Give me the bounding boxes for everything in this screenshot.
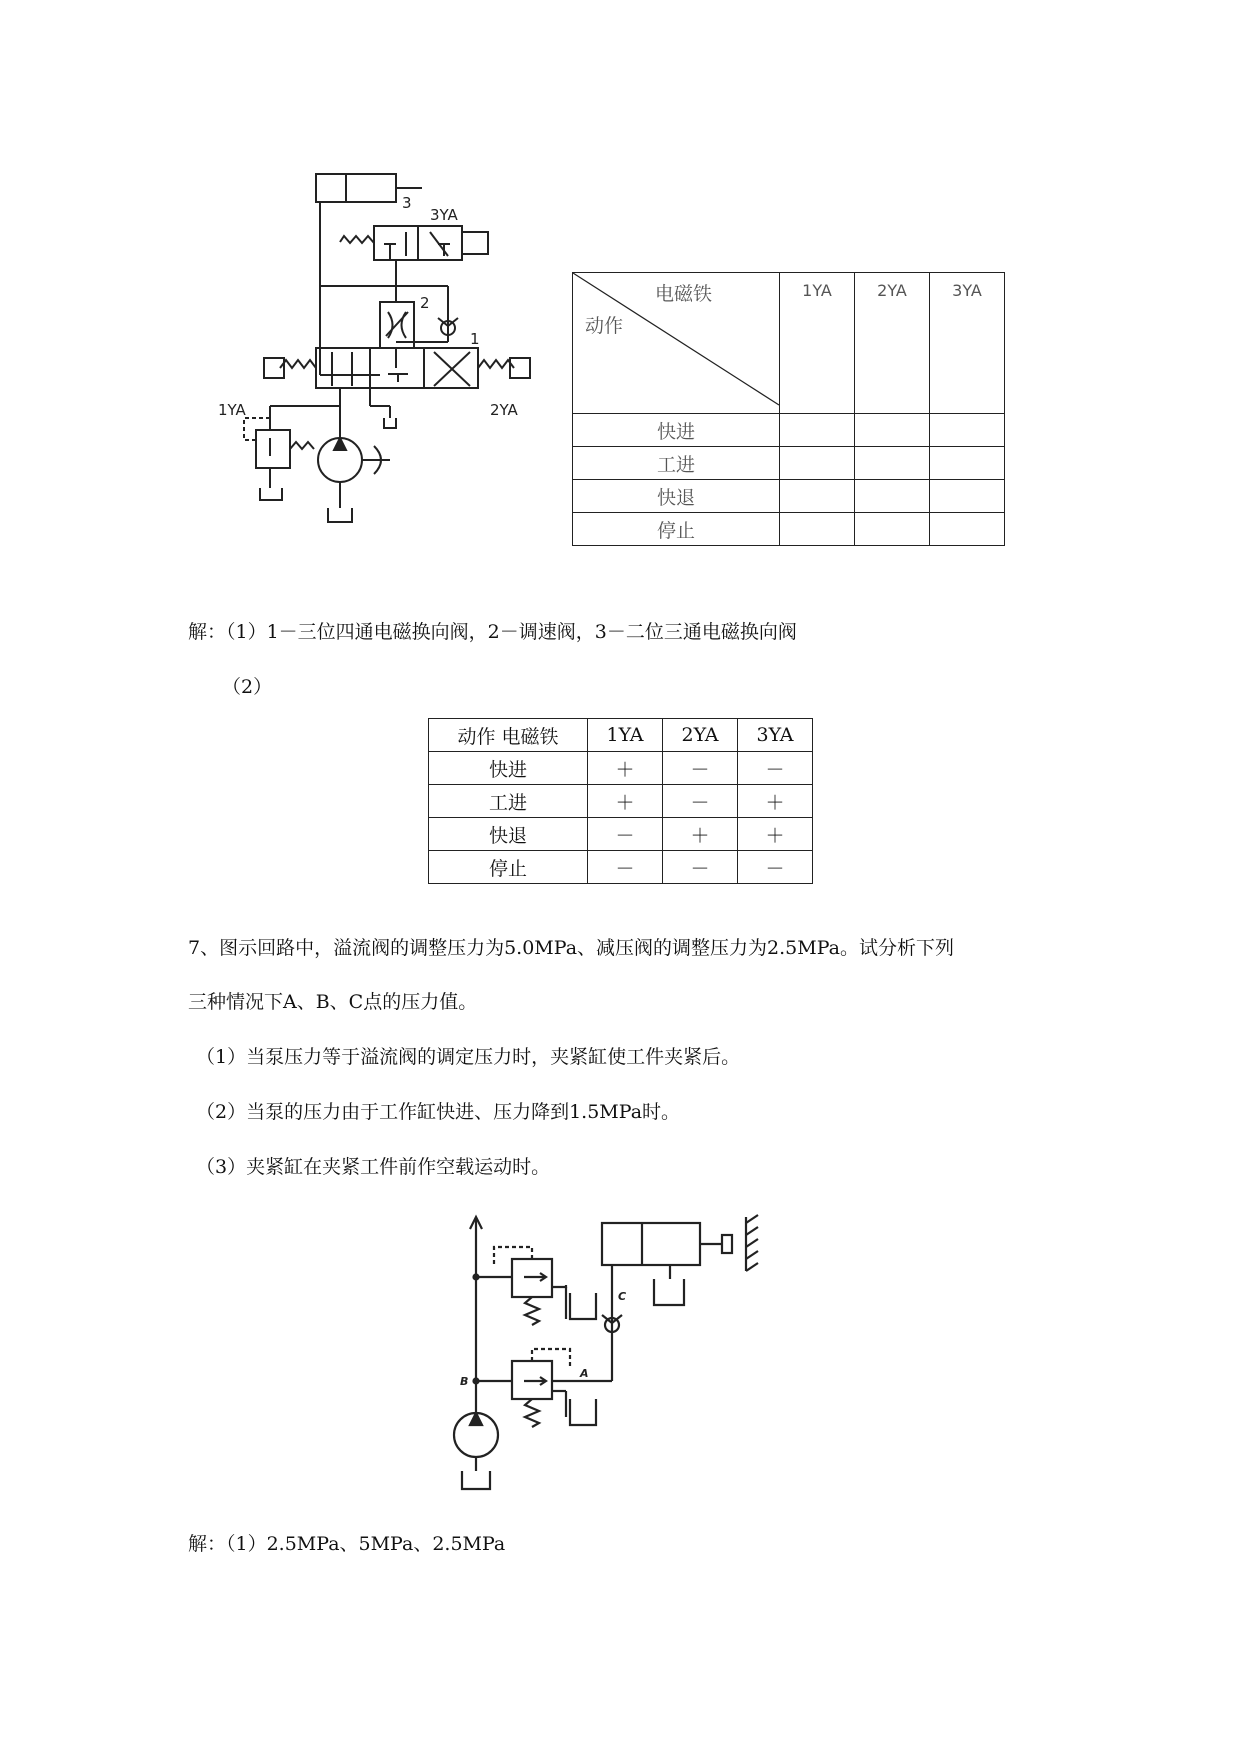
table-cell: 快退 xyxy=(429,818,588,851)
question7-item-2: （2）当泵的压力由于工作缸快进、压力降到1.5MPa时。 xyxy=(196,1101,681,1123)
table-row xyxy=(429,785,813,818)
table-cell: － xyxy=(663,851,738,884)
corner-bottom-label: 动作 xyxy=(585,315,624,337)
table-header-row xyxy=(429,719,813,752)
question7-line2: 三种情况下A、B、C点的压力值。 xyxy=(188,991,478,1013)
row-label: 停止 xyxy=(573,513,780,546)
point-b-label: B xyxy=(460,1375,469,1388)
table-cell: ＋ xyxy=(588,752,663,785)
corner-top-label: 电磁铁 xyxy=(655,283,713,305)
valve2-number-label: 2 xyxy=(420,294,430,312)
blank-solenoid-table xyxy=(572,272,1005,546)
point-a-label: A xyxy=(580,1367,589,1380)
hydraulic-circuit-figure-1 xyxy=(218,160,540,590)
header-cell: 2YA xyxy=(663,719,738,752)
table-cell: － xyxy=(738,752,813,785)
table-cell: － xyxy=(588,818,663,851)
header-cell: 3YA xyxy=(738,719,813,752)
answer1-line1: 解：（1）1－三位四通电磁换向阀，2－调速阀，3－二位三通电磁换向阀 xyxy=(188,621,797,643)
row-label: 工进 xyxy=(573,447,780,480)
row-label: 快退 xyxy=(573,480,780,513)
question7-item-1: （1）当泵压力等于溢流阀的调定压力时，夹紧缸使工件夹紧后。 xyxy=(196,1046,741,1068)
answer7-line1: 解：（1）2.5MPa、5MPa、2.5MPa xyxy=(188,1533,506,1555)
answer-solenoid-table xyxy=(428,718,813,884)
table-cell: － xyxy=(738,851,813,884)
table-cell: 工进 xyxy=(429,785,588,818)
table-cell: ＋ xyxy=(588,785,663,818)
table-cell: － xyxy=(663,785,738,818)
valve3-coil-label: 3YA xyxy=(430,206,458,224)
header-cell: 1YA xyxy=(588,719,663,752)
table-cell: 快进 xyxy=(429,752,588,785)
table-cell: － xyxy=(663,752,738,785)
valve3-number-label: 3 xyxy=(402,194,412,212)
coil-1ya-label: 1YA xyxy=(218,401,246,419)
table-row xyxy=(429,752,813,785)
hydraulic-circuit-figure-2 xyxy=(440,1205,800,1505)
column-header: 1YA xyxy=(780,273,855,414)
table-cell: － xyxy=(588,851,663,884)
coil-2ya-label: 2YA xyxy=(490,401,518,419)
column-header: 2YA xyxy=(855,273,930,414)
point-c-label: C xyxy=(618,1290,627,1303)
answer1-line2: （2） xyxy=(222,676,273,698)
header-cell: 动作 电磁铁 xyxy=(429,719,588,752)
table-cell: ＋ xyxy=(738,785,813,818)
table-corner-cell xyxy=(573,273,780,414)
question7-line1: 7、图示回路中，溢流阀的调整压力为5.0MPa、减压阀的调整压力为2.5MPa。试分析下列 xyxy=(188,937,954,959)
column-header: 3YA xyxy=(930,273,1005,414)
table-cell: ＋ xyxy=(663,818,738,851)
row-label: 快进 xyxy=(573,414,780,447)
table-row xyxy=(429,851,813,884)
table-cell: 停止 xyxy=(429,851,588,884)
table-cell: ＋ xyxy=(738,818,813,851)
table-row xyxy=(429,818,813,851)
question7-item-3: （3）夹紧缸在夹紧工件前作空载运动时。 xyxy=(196,1156,551,1178)
valve1-number-label: 1 xyxy=(470,330,480,348)
